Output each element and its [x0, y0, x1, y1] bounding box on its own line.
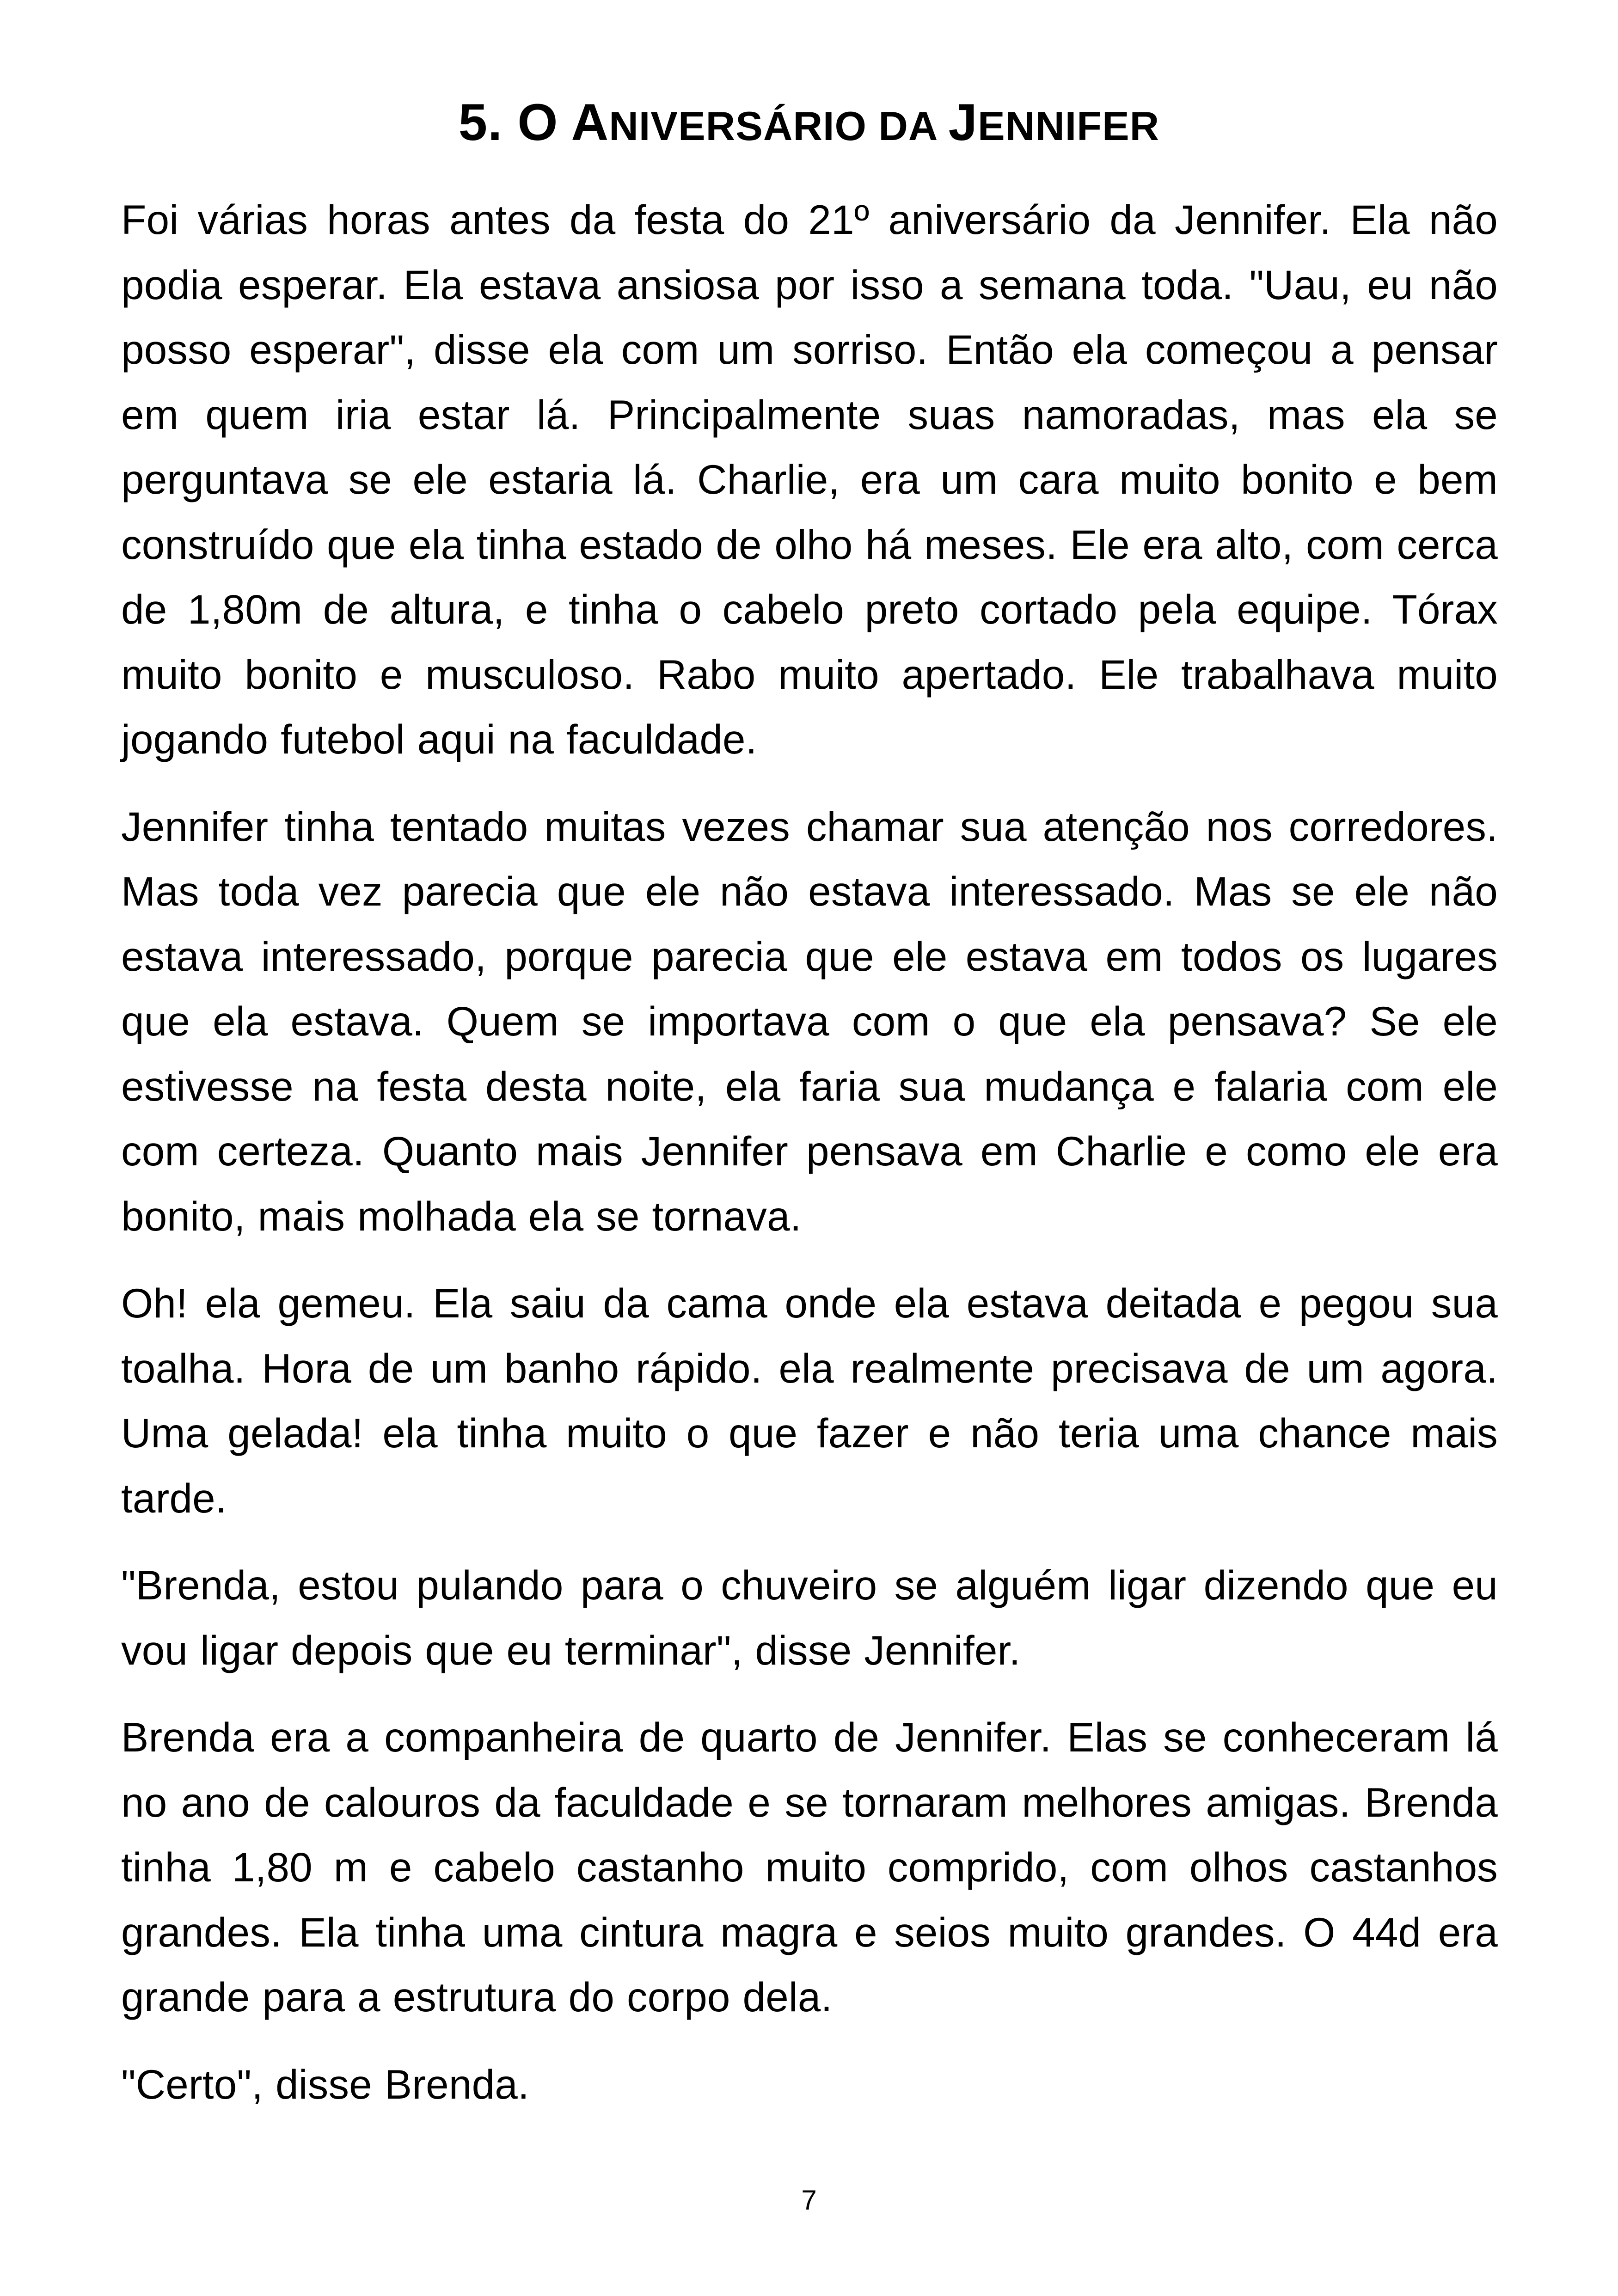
chapter-title-part-4: ENNIFER — [977, 103, 1160, 149]
paragraph-4: "Brenda, estou pulando para o chuveiro se alguém ligar dizendo que eu vou ligar depois que eu terminar", disse Jennifer. — [121, 1562, 1498, 1673]
chapter-title-part-3: J — [948, 93, 978, 151]
chapter-body — [121, 187, 1498, 2139]
paragraph-2: Jennifer tinha tentado muitas vezes chamar sua atenção nos corredores. Mas toda vez parecia que ele não estava interessado. Mas se ele não estava interessado, porque parecia que ele estava em todos os lugares que ela estava. Quem se importava com o que ela pensava? Se ele estivesse na festa desta noite, ela faria sua mudança e falaria com ele com certeza. Quanto mais Jennifer pensava em Charlie e como ele era bonito, mais molhada ela se tornava. — [121, 803, 1498, 1239]
paragraph-3: Oh! ela gemeu. Ela saiu da cama onde ela estava deitada e pegou sua toalha. Hora de um banho rápido. ela realmente precisava de um agora. Uma gelada! ela tinha muito o que fazer e não teria uma chance mais tarde. — [121, 1280, 1498, 1521]
chapter-title-part-1: 5. O A — [458, 93, 609, 151]
chapter-title — [0, 90, 1618, 159]
paragraph-1: Foi várias horas antes da festa do 21º aniversário da Jennifer. Ela não podia esperar. Ela estava ansiosa por isso a semana toda. "Uau, eu não posso esperar", disse ela com um sorriso. Então ela começou a pensar em quem iria estar lá. Principalmente suas namoradas, mas ela se perguntava se ele estaria lá. Charlie, era um cara muito bonito e bem construído que ela tinha estado de olho há meses. Ele era alto, com cerca de 1,80m de altura, e tinha o cabelo preto cortado pela equipe. Tórax muito bonito e musculoso. Rabo muito apertado. Ele trabalhava muito jogando futebol aqui na faculdade. — [121, 196, 1498, 762]
chapter-title-part-2: NIVERSÁRIO DA — [609, 103, 949, 149]
page-number: 7 — [801, 2185, 817, 2216]
paragraph-5: Brenda era a companheira de quarto de Jennifer. Elas se conheceram lá no ano de calouros da faculdade e se tornaram melhores amigas. Brenda tinha 1,80 m e cabelo castanho muito comprido, com olhos castanhos grandes. Ela tinha uma cintura magra e seios muito grandes. O 44d era grande para a estrutura do corpo dela. — [121, 1714, 1498, 2020]
paragraph-6: "Certo", disse Brenda. — [121, 2061, 529, 2107]
